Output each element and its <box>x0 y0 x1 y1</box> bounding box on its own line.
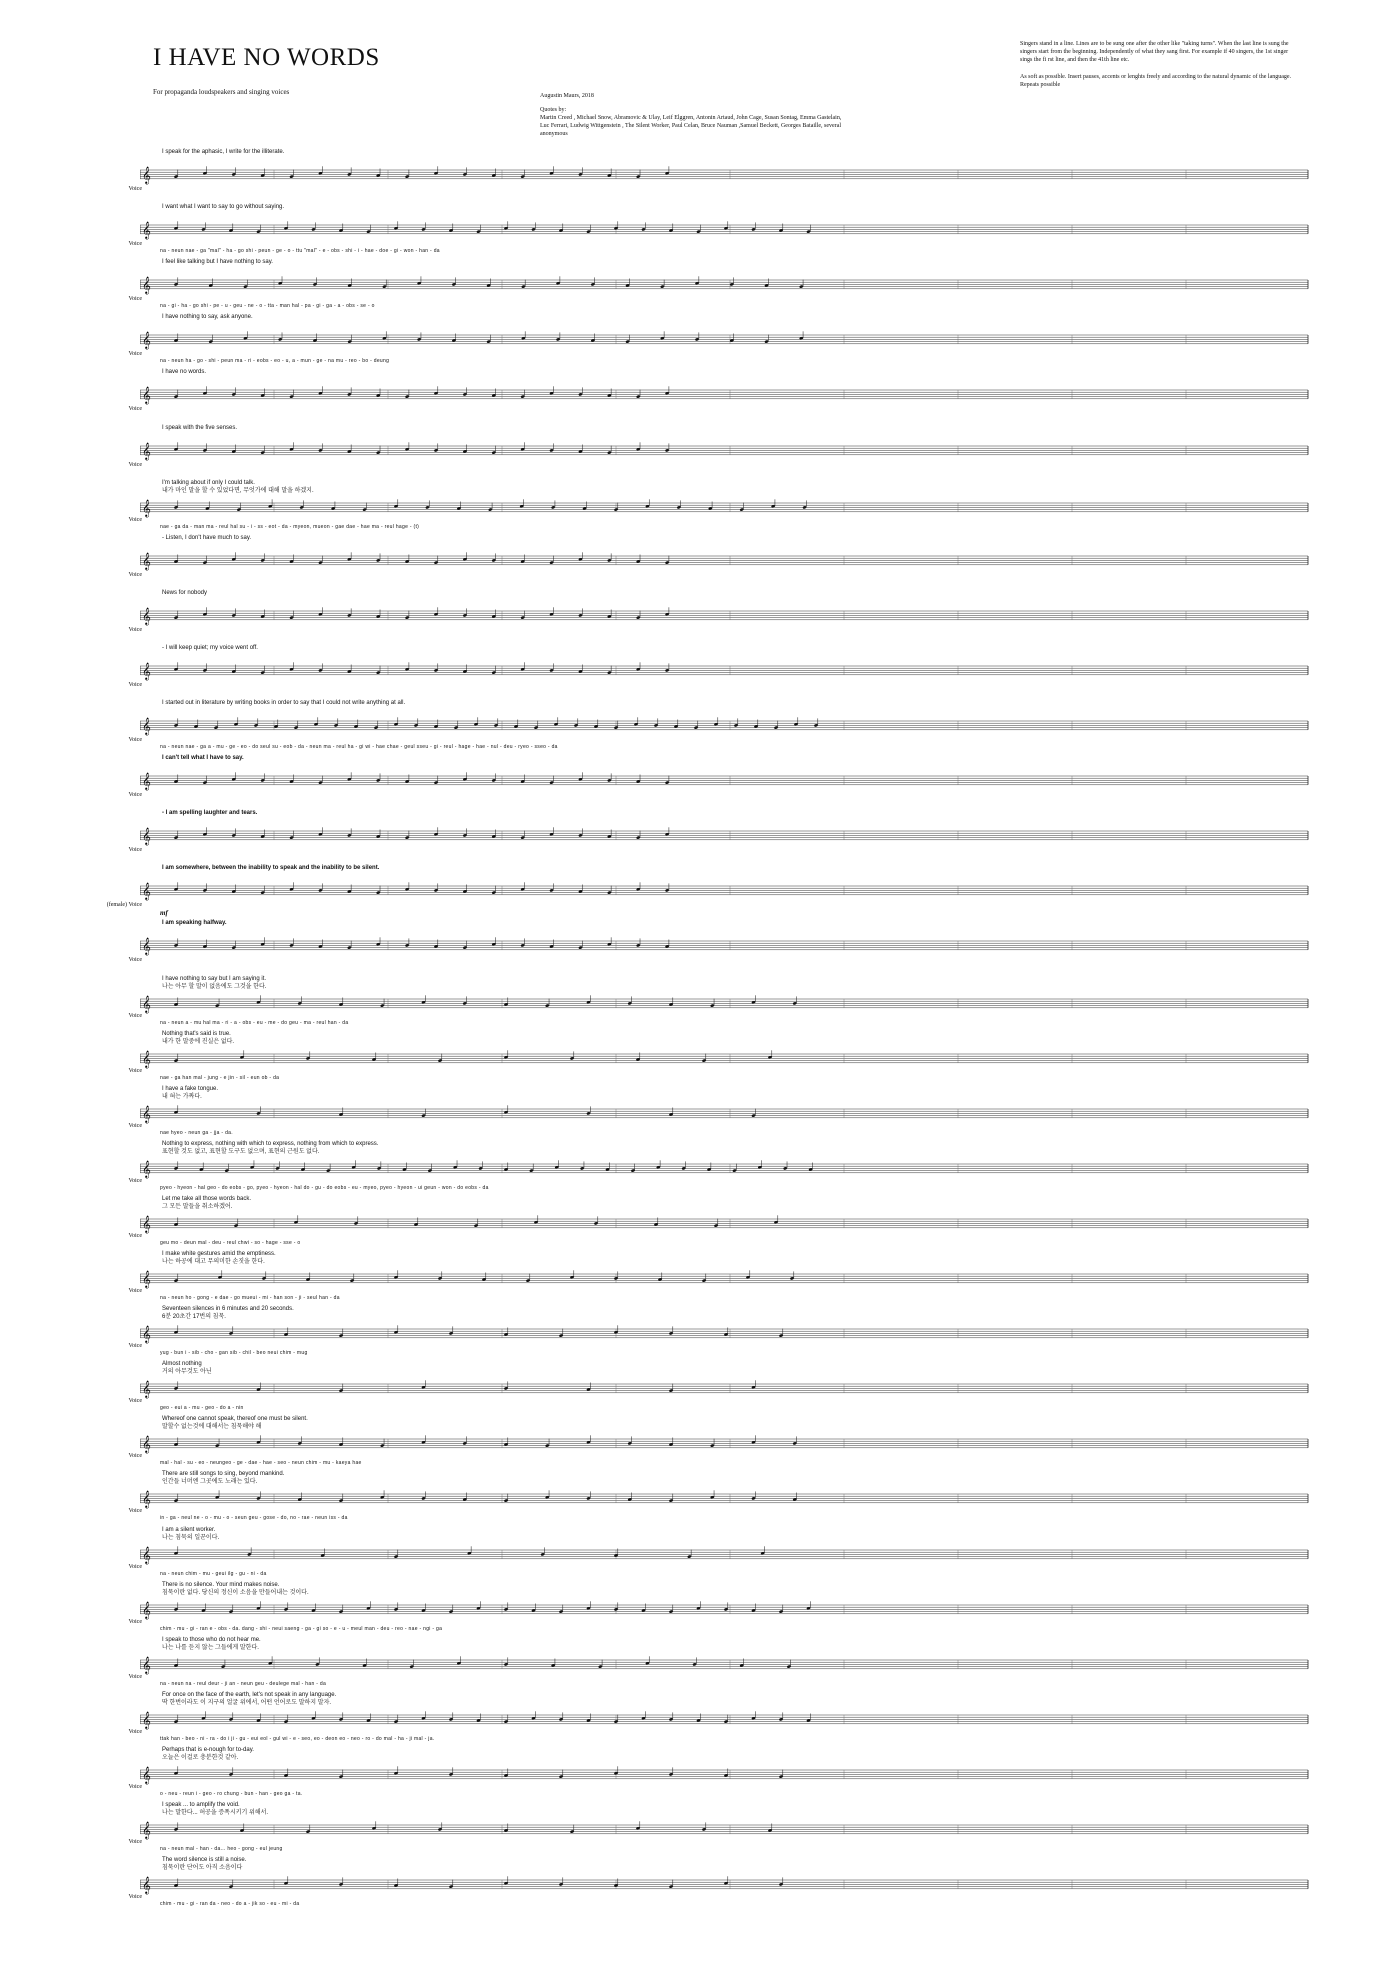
voice-label: Voice <box>128 627 142 633</box>
lyrics-line: na - neun nae - ga a - mu - ge - eo - do seul su - eob - da - neun ma - reul ha - gi wi - hae chae - geul sseu - gi - reul - hage - hae - nul - deu - ryeo - sseo - da <box>160 744 558 750</box>
quote-english: I want what I want to say to go without saying. <box>162 204 285 210</box>
quote-korean: 나는 침묵의 일꾼이다. <box>162 1535 220 1541</box>
voice-label: Voice <box>128 1894 142 1900</box>
quote-korean: 거의 아무것도 아닌 <box>162 1369 212 1375</box>
voice-label: Voice <box>128 792 142 798</box>
staff <box>140 366 1310 422</box>
quote-english: I speak for the aphasic, I write for the illiterate. <box>162 149 285 155</box>
subtitle: For propaganda loudspeakers and singing voices <box>153 88 290 96</box>
quote-english: I have a fake tongue. <box>162 1086 219 1092</box>
voice-label: Voice <box>128 682 142 688</box>
lyrics-line: na - neun chim - mu - geui ilg - gu - ni - da <box>160 1571 267 1577</box>
voice-label: Voice <box>128 1013 142 1019</box>
score-system <box>100 1524 1310 1580</box>
quote-korean: 내가 한 말중에 진실은 없다. <box>162 1039 235 1045</box>
quote-english: I have no words. <box>162 369 207 375</box>
score-system <box>100 1138 1310 1194</box>
quote-english: - I am spelling laughter and tears. <box>162 810 258 816</box>
quote-korean: 딱 한번이라도 이 지구의 얼굴 위에서, 어떤 언어로도 말하지 말자. <box>162 1700 332 1706</box>
treble-clef-icon: 𝄞 <box>142 1215 151 1233</box>
score-system <box>100 1083 1310 1139</box>
quote-english: News for nobody <box>162 590 208 596</box>
quote-english: I feel like talking but I have nothing to say. <box>162 259 273 265</box>
lyrics-line: ttak han - beo - ni - ra - do i ji - gu - eui eol - gul wi - e - seo, eo - deon eo - neo - ro - do mal - ha - ji mal - ja. <box>160 1736 435 1742</box>
lyrics-line: nae - ga han mal - jung - e jin - sil - eun ob - da <box>160 1075 280 1081</box>
treble-clef-icon: 𝄞 <box>142 1546 151 1564</box>
treble-clef-icon: 𝄞 <box>142 995 151 1013</box>
staff <box>140 146 1310 202</box>
lyrics-line: chim - mu - gi - ran da - neo - do a - jik so - eu - mi - da <box>160 1901 300 1907</box>
treble-clef-icon: 𝄞 <box>142 1711 151 1729</box>
quote-korean: 나는 아무 할 말이 없음에도 그것을 한다. <box>162 984 267 990</box>
quote-english: Nothing that's said is true. <box>162 1031 231 1037</box>
score-system <box>100 1468 1310 1524</box>
quote-korean: 내가 마인 말을 할 수 있었다면, 무엇가에 대해 말을 하겠지. <box>162 488 314 494</box>
voice-label: Voice <box>128 847 142 853</box>
voice-label: Voice <box>128 351 142 357</box>
score-system <box>100 697 1310 753</box>
score-system <box>100 366 1310 422</box>
score-system <box>100 973 1310 1029</box>
quote-english: For once on the face of the earth, let's not speak in any language. <box>162 1692 337 1698</box>
quote-english: Seventeen silences in 6 minutes and 20 seconds. <box>162 1306 294 1312</box>
score-system <box>100 1854 1310 1910</box>
quote-english: I can't tell what I have to say. <box>162 755 244 761</box>
score-system <box>100 256 1310 312</box>
treble-clef-icon: 𝄞 <box>142 386 151 404</box>
score-system <box>100 201 1310 257</box>
quote-korean: 인간들 너머엔 그곳에도 노래는 있다. <box>162 1479 258 1485</box>
treble-clef-icon: 𝄞 <box>142 937 151 955</box>
lyrics-line: o - neu - reun i - geo - ro chung - bun - han - geo ga - ta. <box>160 1791 303 1797</box>
quote-korean: 6분 20초간 17번의 침묵. <box>162 1314 226 1320</box>
score-system <box>100 752 1310 808</box>
lyrics-line: na - neun mal - han - da... heo - gong - eul jeung <box>160 1846 283 1852</box>
score-system <box>100 862 1310 918</box>
quote-english: Almost nothing <box>162 1361 202 1367</box>
treble-clef-icon: 𝄞 <box>142 552 151 570</box>
treble-clef-icon: 𝄞 <box>142 772 151 790</box>
voice-label: Voice <box>128 462 142 468</box>
lyrics-line: mal - hal - su - eo - neungeo - ge - dae - hae - seo - neun chim - mu - kaeya hae <box>160 1460 362 1466</box>
quote-english: - Listen, I don't have much to say. <box>162 535 252 541</box>
quotes-authors: Martin Creed , Michael Snow, Abramovic & Ulay, Leif Elggren, Antonin Artaud, John Cage, Susan Sontag, Emma Gastelain, Luc Ferrari, Ludwig Wittgenstein , The Silent Worker, Paul Celan, Bruce Nauman ,Samuel Beckett, Georges Bataille, several anonymous <box>540 115 842 137</box>
voice-label: Voice <box>128 1288 142 1294</box>
lyrics-line: chim - mu - gi - ran e - obs - da. dang - shi - neui saeng - ga - gi so - e - u - meul man - deu - reo - nae - ngi - ga <box>160 1626 443 1632</box>
voice-label: Voice <box>128 1674 142 1680</box>
voice-label: Voice <box>128 406 142 412</box>
lyrics-line: na - neun nae - ga "mal" - ha - go shi - peun - ge - o - ttu "mal" - e - obs - shi - i - hae - doe - gi - won - han - da <box>160 248 440 254</box>
quote-english: Let me take all those words back. <box>162 1196 252 1202</box>
staff <box>140 752 1310 808</box>
treble-clef-icon: 𝄞 <box>142 607 151 625</box>
dynamic-marking: mf <box>160 909 168 917</box>
composer: Augustin Maurs, 2018 <box>540 93 594 99</box>
quote-english: I am somewhere, between the inability to speak and the inability to be silent. <box>162 865 380 871</box>
quote-korean: 말할수 없는것에 대해서는 침묵해야 해 <box>162 1424 262 1430</box>
lyrics-line: in - ga - neul ne - o - mu - o - seun geu - gose - do, no - rae - neun iss - da <box>160 1515 348 1521</box>
treble-clef-icon: 𝄞 <box>142 442 151 460</box>
voice-label: Voice <box>128 1564 142 1570</box>
voice-label: Voice <box>128 1178 142 1184</box>
voice-label: Voice <box>128 1784 142 1790</box>
quote-english: The word silence is still a noise. <box>162 1857 247 1863</box>
quote-korean: 그 모든 말들을 취소하겠어. <box>162 1204 233 1210</box>
treble-clef-icon: 𝄞 <box>142 827 151 845</box>
staff <box>140 532 1310 588</box>
lyrics-line: geo - eui a - mu - geo - do a - nin <box>160 1405 244 1411</box>
score-system <box>100 1248 1310 1304</box>
score-system <box>100 917 1310 973</box>
lyrics-line: nae hyeo - neun ga - jja - da. <box>160 1130 233 1136</box>
lyrics-line: na - gi - ha - go shi - pe - u - geu - ne - o - tta - man hal - pa - gi - ga - a - obs - se - o <box>160 303 375 309</box>
quote-english: Whereof one cannot speak, thereof one must be silent. <box>162 1416 308 1422</box>
treble-clef-icon: 𝄞 <box>142 1821 151 1839</box>
lyrics-line: geu mo - deun mal - deu - reul chwi - so - hage - sse - o <box>160 1240 301 1246</box>
quote-korean: 나는 하공에 대고 무의미한 손짓을 한다. <box>162 1259 265 1265</box>
quote-english: I speak ... to amplify the void. <box>162 1802 240 1808</box>
score-system <box>100 642 1310 698</box>
score-system <box>100 807 1310 863</box>
score-system <box>100 1303 1310 1359</box>
treble-clef-icon: 𝄞 <box>142 1380 151 1398</box>
quote-english: Nothing to express, nothing with which to express, nothing from which to express. <box>162 1141 379 1147</box>
voice-label: Voice <box>128 572 142 578</box>
lyrics-line: na - neun ha - go - shi - peun ma - ri - eobs - eo - u, a - mun - ge - na mu - reo - bo - deung <box>160 358 390 364</box>
score-system <box>100 477 1310 533</box>
staff <box>140 807 1310 863</box>
score-system <box>100 532 1310 588</box>
treble-clef-icon: 𝄞 <box>142 1325 151 1343</box>
voice-label: (female) Voice <box>106 902 142 908</box>
voice-label: Voice <box>128 186 142 192</box>
voice-label: Voice <box>128 1068 142 1074</box>
lyrics-line: nae - ga da - man ma - reul hal su - i - ss - eot - da - myeon, mueon - gae dae - hae ma - reul hage - (t) <box>160 524 420 530</box>
lyrics-line: na - neun ho - gong - e dae - go mueui - mi - han son - ji - seul han - da <box>160 1295 340 1301</box>
quote-english: I make white gestures amid the emptiness. <box>162 1251 276 1257</box>
quote-korean: 나는 말한다... 허공을 증폭시키기 위해서. <box>162 1810 269 1816</box>
staff <box>140 422 1310 478</box>
lyrics-line: na - neun a - mu hal ma - ri - a - obs - eu - me - do geu - ma - reul han - da <box>160 1020 349 1026</box>
voice-label: Voice <box>128 1398 142 1404</box>
treble-clef-icon: 𝄞 <box>142 882 151 900</box>
instruction-paragraph: As soft as possible. Insert pauses, accents or lenghts freely and according to the natural dynamic of the language. Repeats possible <box>1020 74 1292 88</box>
treble-clef-icon: 𝄞 <box>142 1656 151 1674</box>
score-system <box>100 1193 1310 1249</box>
treble-clef-icon: 𝄞 <box>142 1601 151 1619</box>
quote-korean: 나는 나를 듣지 않는 그들에게 말한다. <box>162 1645 259 1651</box>
quote-english: I have nothing to say, ask anyone. <box>162 314 253 320</box>
quote-english: I'm talking about if only I could talk. <box>162 480 255 486</box>
voice-label: Voice <box>128 1233 142 1239</box>
quote-english: There is no silence. Your mind makes noise. <box>162 1582 280 1588</box>
voice-label: Voice <box>128 1343 142 1349</box>
lyrics-line: na - neun na - reul deur - ji an - neun geu - deulege mal - han - da <box>160 1681 327 1687</box>
treble-clef-icon: 𝄞 <box>142 1160 151 1178</box>
quote-korean: 침묵이란 단어도 아직 소음이다 <box>162 1865 243 1871</box>
quote-english: I started out in literature by writing books in order to say that I could not write anything at all. <box>162 700 406 706</box>
voice-label: Voice <box>128 1508 142 1514</box>
voice-label: Voice <box>128 1729 142 1735</box>
score-system <box>100 146 1310 202</box>
voice-label: Voice <box>128 241 142 247</box>
treble-clef-icon: 𝄞 <box>142 221 151 239</box>
quotes-heading: Quotes by: <box>540 107 567 113</box>
score-system <box>100 1799 1310 1855</box>
quote-english: I speak to those who do not hear me. <box>162 1637 261 1643</box>
quote-english: I am speaking halfway. <box>162 920 227 926</box>
voice-label: Voice <box>128 517 142 523</box>
score-system <box>100 1358 1310 1414</box>
score-system <box>100 1579 1310 1635</box>
voice-label: Voice <box>128 1123 142 1129</box>
quote-english: There are still songs to sing, beyond mankind. <box>162 1471 285 1477</box>
quote-korean: 내 혀는 가짜다. <box>162 1094 202 1100</box>
quote-english: I speak with the five senses. <box>162 425 238 431</box>
quote-english: I am a silent worker. <box>162 1527 216 1533</box>
score-system <box>100 1413 1310 1469</box>
treble-clef-icon: 𝄞 <box>142 1105 151 1123</box>
page-title: I HAVE NO WORDS <box>153 44 380 71</box>
treble-clef-icon: 𝄞 <box>142 276 151 294</box>
quote-korean: 표현할 것도 없고, 표현할 도구도 없으며, 표현의 근원도 없다. <box>162 1149 320 1155</box>
voice-label: Voice <box>128 296 142 302</box>
performance-instructions <box>1020 40 1300 98</box>
staff <box>140 917 1310 973</box>
quote-korean: 침묵이란 없다. 당신의 정신이 소음을 만들어내는 것이다. <box>162 1590 309 1596</box>
voice-label: Voice <box>128 957 142 963</box>
voice-label: Voice <box>128 1453 142 1459</box>
score-system <box>100 1689 1310 1745</box>
voice-label: Voice <box>128 1619 142 1625</box>
score-system <box>100 422 1310 478</box>
staff <box>140 642 1310 698</box>
instruction-paragraph: Singers stand in a line. Lines are to be sung one after the other like "taking turns". When the last line is sung the singers start from the beginning. Independently of what they sang first. For example if 40 singers, the 1st singer sings the fi rst line, and then the 41th line etc. <box>1020 41 1289 63</box>
treble-clef-icon: 𝄞 <box>142 1766 151 1784</box>
treble-clef-icon: 𝄞 <box>142 331 151 349</box>
staff <box>140 862 1310 918</box>
treble-clef-icon: 𝄞 <box>142 499 151 517</box>
quote-english: Perhaps that is e-nough for to-day. <box>162 1747 254 1753</box>
treble-clef-icon: 𝄞 <box>142 1435 151 1453</box>
quote-english: - I will keep quiet; my voice went off. <box>162 645 258 651</box>
score-system <box>100 311 1310 367</box>
voice-label: Voice <box>128 1839 142 1845</box>
lyrics-line: pyeo - hyeon - hal geo - do eobs - go, pyeo - hyeon - hal do - gu - do eobs - eu - myeo, pyeo - hyeon - ui geun - won - do eobs - da <box>160 1185 489 1191</box>
treble-clef-icon: 𝄞 <box>142 1490 151 1508</box>
lyrics-line: yug - bun i - sib - cho - gan sib - chil - beo neui chim - mug <box>160 1350 308 1356</box>
score-system <box>100 1634 1310 1690</box>
credits-block <box>540 92 850 138</box>
score-system <box>100 1028 1310 1084</box>
quote-english: I have nothing to say but I am saying it. <box>162 976 267 982</box>
treble-clef-icon: 𝄞 <box>142 1876 151 1894</box>
voice-label: Voice <box>128 737 142 743</box>
treble-clef-icon: 𝄞 <box>142 1050 151 1068</box>
score-system <box>100 587 1310 643</box>
treble-clef-icon: 𝄞 <box>142 166 151 184</box>
quote-korean: 오늘은 이걸로 충분한것 같아. <box>162 1755 239 1761</box>
score-system <box>100 1744 1310 1800</box>
staff <box>140 587 1310 643</box>
treble-clef-icon: 𝄞 <box>142 1270 151 1288</box>
treble-clef-icon: 𝄞 <box>142 662 151 680</box>
treble-clef-icon: 𝄞 <box>142 717 151 735</box>
